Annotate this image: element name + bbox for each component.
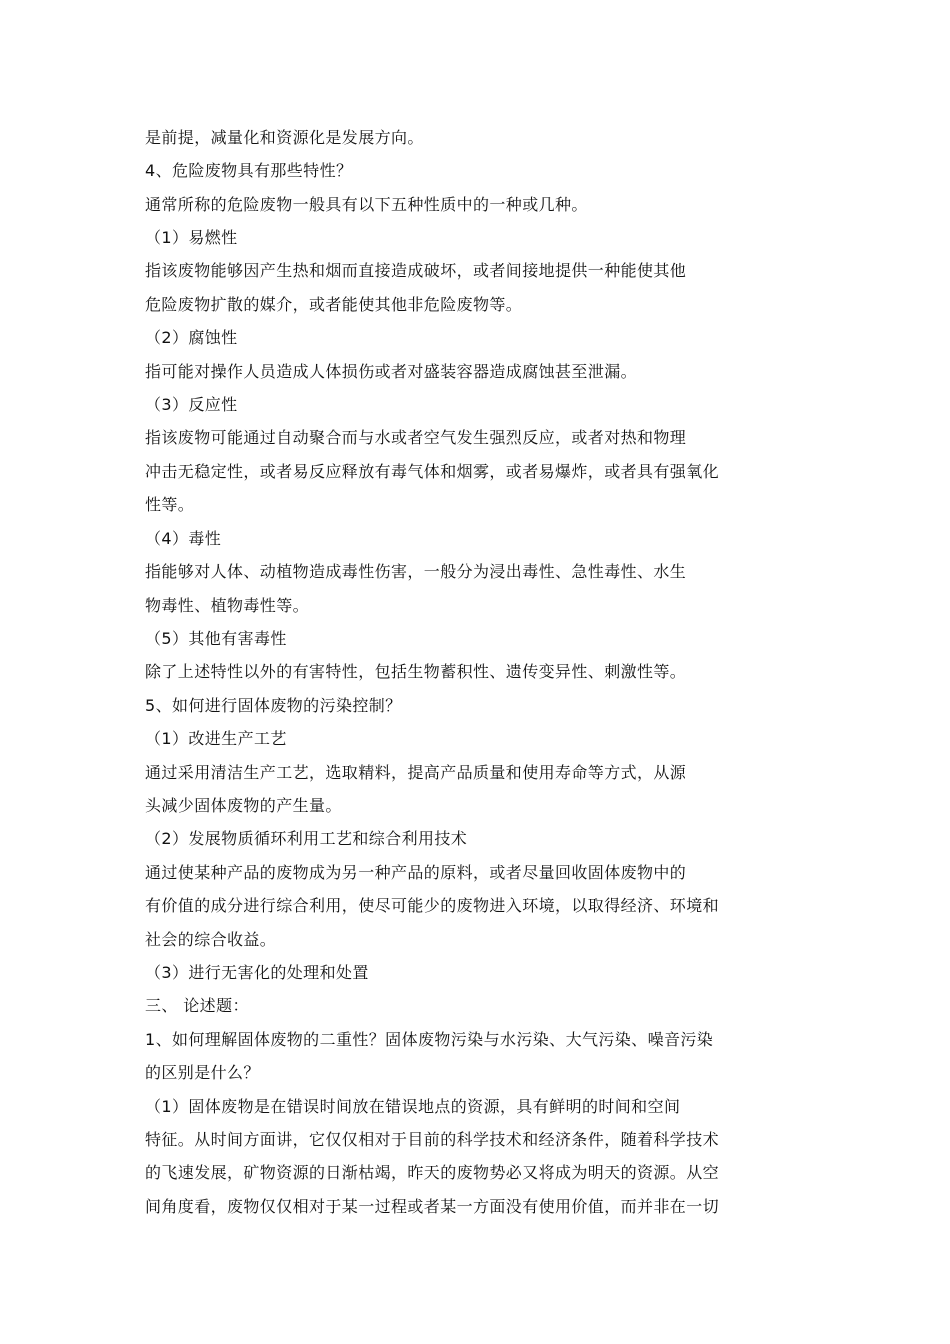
text-line: 间角度看，废物仅仅相对于某一过程或者某一方面没有使用价值，而并非在一切 xyxy=(145,1197,720,1216)
text-line: 指可能对操作人员造成人体损伤或者对盛装容器造成腐蚀甚至泄漏。 xyxy=(145,362,638,381)
text-line: 冲击无稳定性，或者易反应释放有毒气体和烟雾，或者易爆炸，或者具有强氧化 xyxy=(145,462,720,481)
text-line: （1）固体废物是在错误时间放在错误地点的资源，具有鲜明的时间和空间 xyxy=(145,1097,681,1116)
text-line: 危险废物扩散的媒介，或者能使其他非危险废物等。 xyxy=(145,295,523,314)
subheading: （1）改进生产工艺 xyxy=(145,729,287,748)
subheading: （1）易燃性 xyxy=(145,228,238,247)
text-line: 指该废物能够因产生热和烟而直接造成破坏，或者间接地提供一种能使其他 xyxy=(145,261,687,280)
text-line: 通常所称的危险废物一般具有以下五种性质中的一种或几种。 xyxy=(145,195,588,214)
text-line: 指能够对人体、动植物造成毒性伤害，一般分为浸出毒性、急性毒性、水生 xyxy=(145,562,687,581)
text-line: 特征。从时间方面讲，它仅仅相对于目前的科学技术和经济条件，随着科学技术 xyxy=(145,1130,720,1149)
text-line: 通过使某种产品的废物成为另一种产品的原料，或者尽量回收固体废物中的 xyxy=(145,863,687,882)
question-heading: 1、如何理解固体废物的二重性？固体废物污染与水污染、大气污染、噪音污染 xyxy=(145,1030,714,1049)
subheading: （2）腐蚀性 xyxy=(145,328,238,347)
subheading: （5）其他有害毒性 xyxy=(145,629,287,648)
text-line: 除了上述特性以外的有害特性，包括生物蓄积性、遗传变异性、刺激性等。 xyxy=(145,662,687,681)
question-heading: 的区别是什么？ xyxy=(145,1063,260,1082)
text-line: 的飞速发展，矿物资源的日渐枯竭，昨天的废物势必又将成为明天的资源。从空 xyxy=(145,1163,720,1182)
subheading: （2）发展物质循环利用工艺和综合利用技术 xyxy=(145,829,468,848)
text-line: 有价值的成分进行综合利用，使尽可能少的废物进入环境，以取得经济、环境和 xyxy=(145,896,720,915)
subheading: （3）反应性 xyxy=(145,395,238,414)
text-line: 指该废物可能通过自动聚合而与水或者空气发生强烈反应，或者对热和物理 xyxy=(145,428,687,447)
text-line: 是前提，减量化和资源化是发展方向。 xyxy=(145,128,424,147)
text-line: 社会的综合收益。 xyxy=(145,930,277,949)
text-line: 头减少固体废物的产生量。 xyxy=(145,796,342,815)
text-line: 性等。 xyxy=(145,495,195,514)
text-line: 通过采用清洁生产工艺，选取精料，提高产品质量和使用寿命等方式，从源 xyxy=(145,763,687,782)
question-heading: 5、如何进行固体废物的污染控制？ xyxy=(145,696,402,715)
text-line: 物毒性、植物毒性等。 xyxy=(145,596,310,615)
section-heading: 三、 论述题： xyxy=(145,996,249,1015)
question-heading: 4、危险废物具有那些特性？ xyxy=(145,161,353,180)
subheading: （3）进行无害化的处理和处置 xyxy=(145,963,369,982)
subheading: （4）毒性 xyxy=(145,529,222,548)
